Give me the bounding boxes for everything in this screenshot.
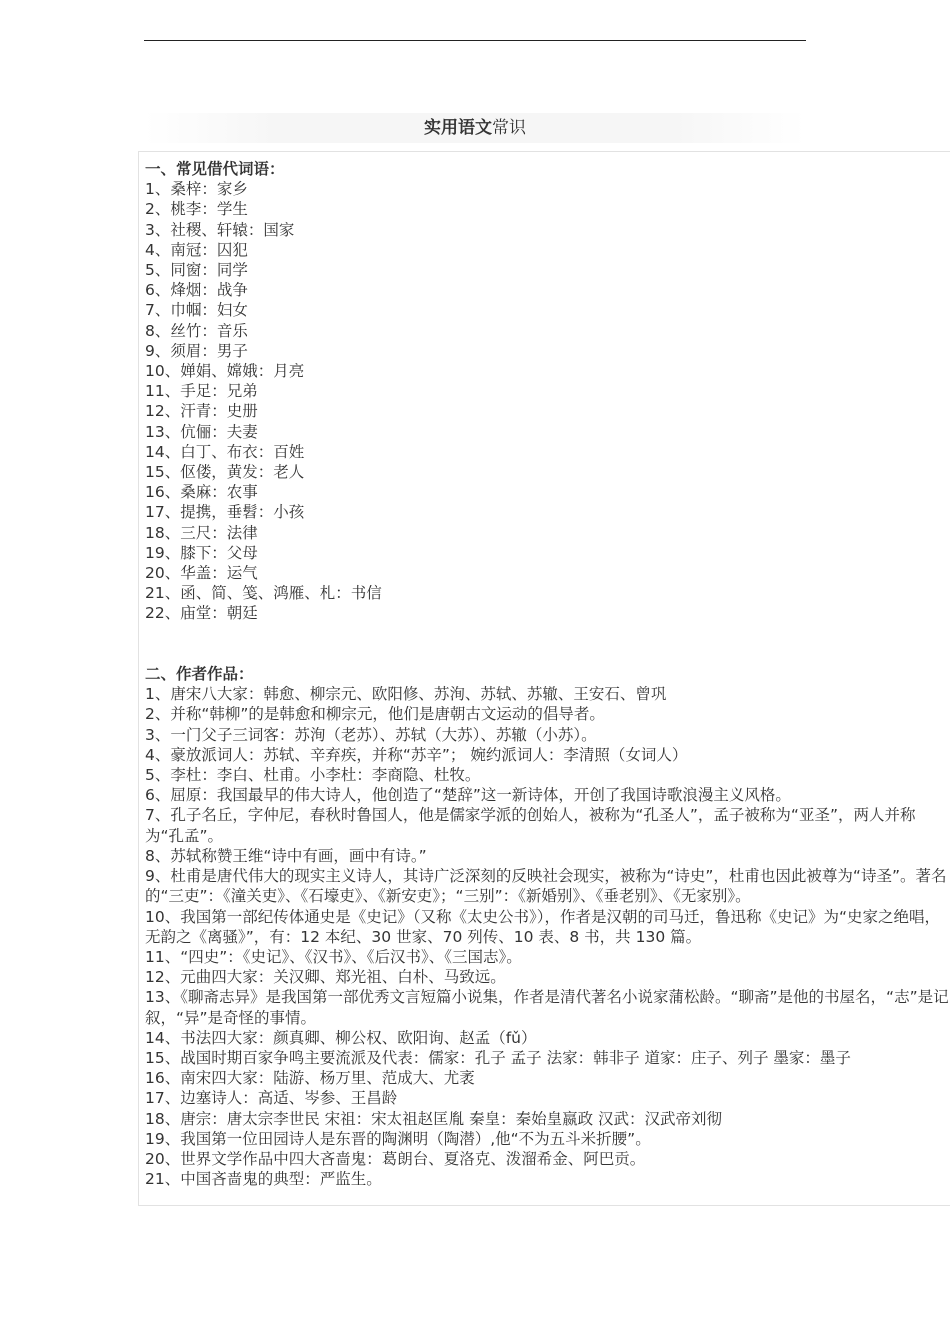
list-item: 11、手足：兄弟 [145, 382, 258, 401]
list-item: 21、中国吝啬鬼的典型：严监生。 [145, 1170, 382, 1189]
document-body [145, 159, 950, 1189]
list-item: 14、白丁、布衣：百姓 [145, 442, 305, 461]
list-item: 1、唐宋八大家：韩愈、柳宗元、欧阳修、苏洵、苏轼、苏辙、王安石、曾巩 [145, 685, 667, 704]
list-item: 18、唐宗：唐太宗李世民 宋祖：宋太祖赵匡胤 秦皇：秦始皇嬴政 汉武：汉武帝刘彻 [145, 1109, 723, 1128]
list-item: 12、汗青：史册 [145, 402, 258, 421]
list-item: 1、桑梓：家乡 [145, 180, 248, 199]
list-item: 17、提携，垂髫：小孩 [145, 503, 305, 522]
list-item: 11、“四史”：《史记》、《汉书》、《后汉书》、《三国志》。 [145, 947, 522, 966]
list-item: 12、元曲四大家：关汉卿、郑光祖、白朴、马致远。 [145, 968, 506, 987]
list-item: 3、一门父子三词客：苏洵（老苏）、苏轼（大苏）、苏辙（小苏）。 [145, 725, 597, 744]
list-item: 22、庙堂：朝廷 [145, 604, 258, 623]
list-item: 18、三尺：法律 [145, 523, 258, 542]
list-item: 5、李杜：李白、杜甫。小李杜：李商隐、杜牧。 [145, 766, 481, 785]
list-item: 19、膝下：父母 [145, 543, 258, 562]
list-item: 5、同窗：同学 [145, 261, 248, 280]
page-title [0, 117, 950, 139]
list-item: 17、边塞诗人：高适、岑参、王昌龄 [145, 1089, 398, 1108]
header-rule [144, 40, 806, 41]
list-item: 13、《聊斋志异》是我国第一部优秀文言短篇小说集，作者是清代著名小说家蒲松龄。“聊斋”是他的书屋名，“志”是记叙，“异”是奇怪的事情。 [145, 988, 949, 1027]
list-item: 14、书法四大家：颜真卿、柳公权、欧阳询、赵孟（fǔ） [145, 1028, 537, 1047]
list-item: 9、杜甫是唐代伟大的现实主义诗人，其诗广泛深刻的反映社会现实，被称为“诗史”，杜甫也因此被尊为“诗圣”。著名的“三吏”：《潼关吏》、《石壕吏》、《新安吏》；“三别”：《新婚别》、《垂老别》、《无家别》。 [145, 867, 947, 906]
list-item: 4、豪放派词人：苏轼、辛弃疾，并称“苏辛”； 婉约派词人：李清照（女词人） [145, 745, 688, 764]
page-title-regular: 常识 [492, 118, 526, 138]
list-item: 7、孔子名丘，字仲尼，春秋时鲁国人，他是儒家学派的创始人，被称为“孔圣人”，孟子被称为“亚圣”，两人并称为“孔孟”。 [145, 806, 916, 845]
section-spacer [145, 624, 950, 664]
list-item: 7、巾帼：妇女 [145, 301, 248, 320]
list-item: 10、我国第一部纪传体通史是《史记》（又称《太史公书》），作者是汉朝的司马迁，鲁迅称《史记》为“史家之绝唱，无韵之《离骚》”，有：12 本纪、30 世家、70 列传、10 表、8 书，共 130 篇。 [145, 907, 941, 946]
list-item: 4、南冠：囚犯 [145, 240, 248, 259]
list-item: 20、华盖：运气 [145, 564, 258, 583]
content-box [138, 151, 950, 1206]
list-item: 13、伉俪：夫妻 [145, 422, 258, 441]
list-item: 8、苏轼称赞王维“诗中有画，画中有诗。” [145, 846, 427, 865]
list-item: 21、函、简、笺、鸿雁、札：书信 [145, 584, 382, 603]
list-item: 16、桑麻：农事 [145, 483, 258, 502]
page-title-bold: 实用语文 [424, 118, 492, 138]
list-item: 20、世界文学作品中四大吝啬鬼：葛朗台、夏洛克、泼溜希金、阿巴贡。 [145, 1149, 646, 1168]
list-item: 8、丝竹：音乐 [145, 321, 248, 340]
list-item: 3、社稷、轩辕：国家 [145, 220, 295, 239]
list-item: 16、南宋四大家：陆游、杨万里、范成大、尤袤 [145, 1069, 475, 1088]
section-heading-metonymy: 一、常见借代词语： [145, 160, 285, 178]
section-heading-authors-works: 二、作者作品： [145, 665, 254, 684]
list-item: 6、屈原：我国最早的伟大诗人，他创造了“楚辞”这一新诗体，开创了我国诗歌浪漫主义风格。 [145, 786, 791, 805]
list-item: 9、须眉：男子 [145, 341, 248, 360]
list-item: 2、桃李：学生 [145, 200, 248, 219]
list-item: 2、并称“韩柳”的是韩愈和柳宗元，他们是唐朝古文运动的倡导者。 [145, 705, 605, 724]
list-item: 15、战国时期百家争鸣主要流派及代表：儒家：孔子 孟子 法家：韩非子 道家：庄子、列子 墨家：墨子 [145, 1048, 851, 1067]
list-item: 15、伛偻，黄发：老人 [145, 463, 305, 482]
list-item: 10、婵娟、嫦娥：月亮 [145, 362, 305, 381]
list-item: 19、我国第一位田园诗人是东晋的陶渊明（陶潜）,他“不为五斗米折腰”。 [145, 1129, 651, 1148]
list-item: 6、烽烟：战争 [145, 281, 248, 300]
